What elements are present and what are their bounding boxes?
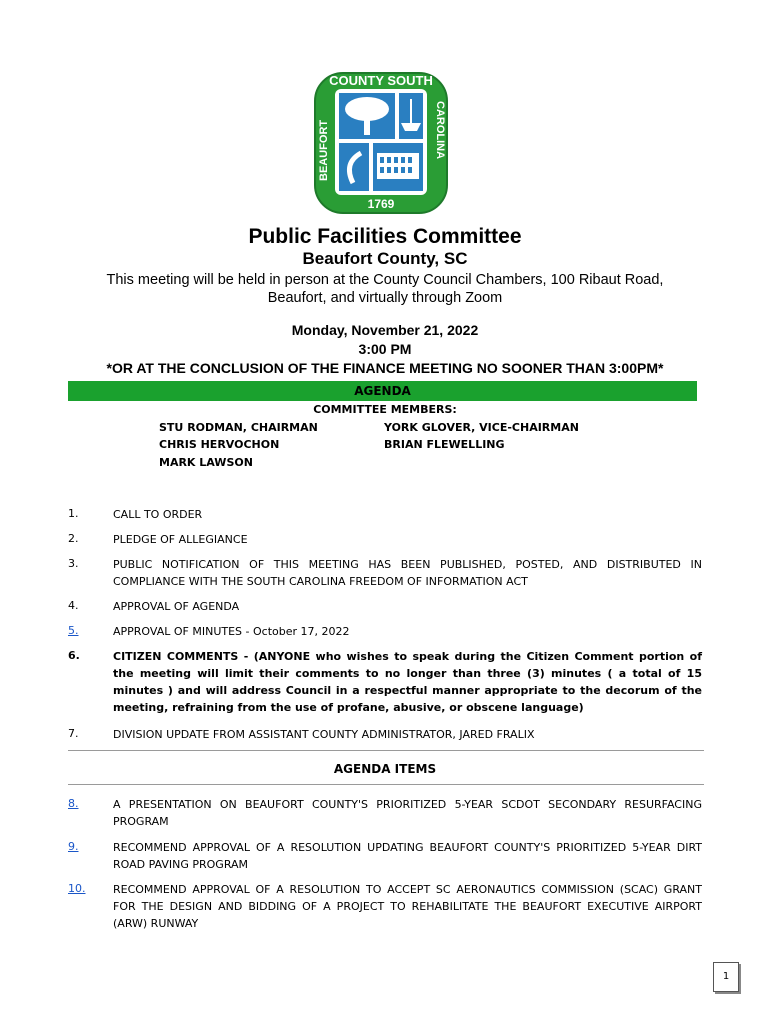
item-number: 2. <box>68 532 79 545</box>
divider <box>68 750 704 751</box>
committee-member: BRIAN FLEWELLING <box>384 438 505 451</box>
meeting-date: Monday, November 21, 2022 <box>291 322 479 338</box>
item-number: 7. <box>68 727 79 740</box>
page-number: 1 <box>713 962 739 992</box>
meeting-time: 3:00 PM <box>358 341 412 357</box>
agenda-item-link[interactable]: 10. <box>68 882 86 895</box>
page-title: Public Facilities Committee <box>248 225 522 248</box>
agenda-item-text: RECOMMEND APPROVAL OF A RESOLUTION TO ACCEPT SC AERONAUTICS COMMISSION (SCAC) GRANT FOR THE DESIGN AND BIDDING OF A PROJECT TO REHABILITATE THE BEAUFORT EXECUTIVE AIRPORT (ARW) RUNWAY <box>113 883 702 930</box>
agenda-item-text: PLEDGE OF ALLEGIANCE <box>113 533 248 546</box>
divider <box>68 784 704 785</box>
agenda-item-text: APPROVAL OF MINUTES - October 17, 2022 <box>113 625 350 638</box>
committee-member: CHRIS HERVOCHON <box>159 438 280 451</box>
location-line-1: This meeting will be held in person at the County Council Chambers, 100 Ribaut Road, <box>106 272 664 288</box>
citizen-comments-text: CITIZEN COMMENTS - (ANYONE who wishes to speak during the Citizen Comment portion of the meeting will limit their comments to no longer than three (3) minutes ( a total of 15 minutes ) and will address Council in a respectful manner appropriate to the decorum of the meeting, refraining from the use of profane, abusive, or obscene language) <box>113 650 702 714</box>
committee-label: COMMITTEE MEMBERS: <box>313 403 457 416</box>
seal-left-text: BEAUFORT <box>318 119 330 181</box>
meeting-note: *OR AT THE CONCLUSION OF THE FINANCE MEETING NO SOONER THAN 3:00PM* <box>106 360 664 376</box>
page-subtitle: Beaufort County, SC <box>302 249 468 268</box>
seal-right-text: CAROLINA <box>434 101 446 160</box>
agenda-item-text: APPROVAL OF AGENDA <box>113 600 240 613</box>
seal-top-text: COUNTY SOUTH <box>329 73 433 88</box>
agenda-banner: AGENDA <box>68 381 697 401</box>
agenda-item-text: A PRESENTATION ON BEAUFORT COUNTY'S PRIORITIZED 5-YEAR SCDOT SECONDARY RESURFACING PROGRAM <box>113 798 702 828</box>
committee-member: YORK GLOVER, VICE-CHAIRMAN <box>384 421 579 434</box>
item-number: 3. <box>68 557 79 570</box>
item-number: 4. <box>68 599 79 612</box>
county-seal-logo <box>313 71 449 215</box>
agenda-item-link[interactable]: 9. <box>68 840 79 853</box>
meeting-datetime <box>0 321 770 378</box>
agenda-item-text: RECOMMEND APPROVAL OF A RESOLUTION UPDATING BEAUFORT COUNTY'S PRIORITIZED 5-YEAR DIRT ROAD PAVING PROGRAM <box>113 841 702 871</box>
agenda-item-link[interactable]: 8. <box>68 797 79 810</box>
agenda-items-heading: AGENDA ITEMS <box>333 762 437 776</box>
item-number: 6. <box>68 649 80 662</box>
committee-member: MARK LAWSON <box>159 456 253 469</box>
item-number: 1. <box>68 507 79 520</box>
location-line-2: Beaufort, and virtually through Zoom <box>267 290 503 306</box>
minutes-link[interactable]: 5. <box>68 624 79 637</box>
meeting-location <box>0 271 770 307</box>
seal-year: 1769 <box>367 197 395 211</box>
agenda-item-text: PUBLIC NOTIFICATION OF THIS MEETING HAS BEEN PUBLISHED, POSTED, AND DISTRIBUTED IN COMPLIANCE WITH THE SOUTH CAROLINA FREEDOM OF INFORMATION ACT <box>113 558 702 588</box>
agenda-item-text: CALL TO ORDER <box>113 508 203 521</box>
agenda-item-text: DIVISION UPDATE FROM ASSISTANT COUNTY ADMINISTRATOR, JARED FRALIX <box>113 728 535 741</box>
committee-member: STU RODMAN, CHAIRMAN <box>159 421 318 434</box>
